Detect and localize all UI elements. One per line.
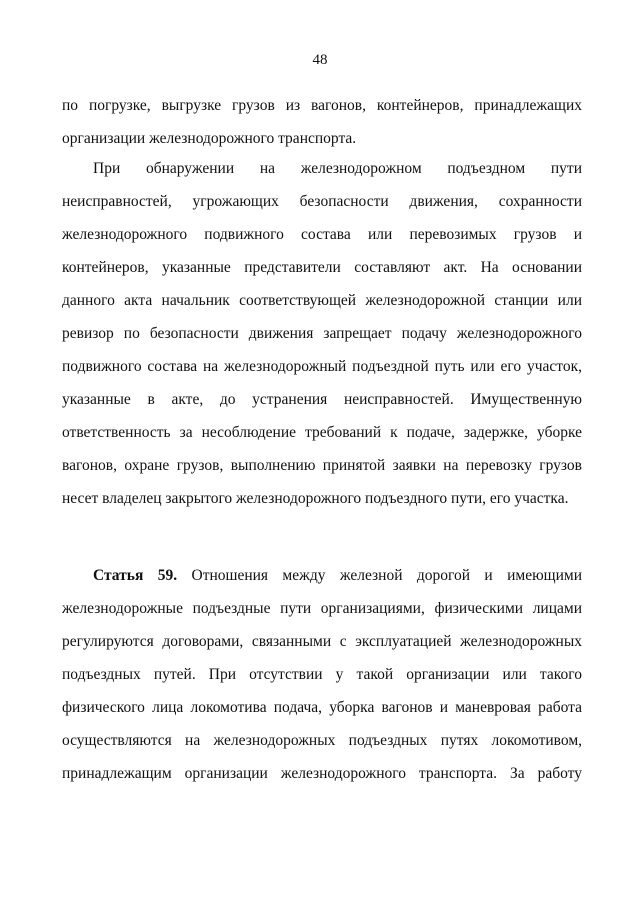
text-line: неисправностей, угрожающих безопасности движения, сохранности xyxy=(62,193,582,210)
article-first-line xyxy=(62,559,582,592)
text-line: вагонов, охране грузов, выполнению принятой заявки на перевозку грузов xyxy=(62,457,582,474)
article-59 xyxy=(62,559,582,790)
text-line: железнодорожного подвижного состава или перевозимых грузов и xyxy=(62,226,582,243)
text-line: данного акта начальник соответствующей железнодорожной станции или xyxy=(62,292,582,309)
text-line: железнодорожные подъездные пути организациями, физическими лицами xyxy=(62,600,582,617)
text-line: При обнаружении на железнодорожном подъездном пути xyxy=(93,160,582,177)
article-heading: Статья 59. xyxy=(93,567,178,584)
text-line: организации железнодорожного транспорта. xyxy=(62,130,357,147)
text-line: указанные в акте, до устранения неисправностей. Имущественную xyxy=(62,391,582,408)
page-number: 48 xyxy=(312,52,328,68)
article-first-line-text: Отношения между железной дорогой и имеющими xyxy=(191,567,582,584)
text-line: подвижного состава на железнодорожный подъездной путь или его участок, xyxy=(62,358,582,375)
paragraph-inspection-act xyxy=(62,152,582,515)
text-line: принадлежащим организации железнодорожного транспорта. За работу xyxy=(62,765,582,782)
text-line: контейнеров, указанные представители составляют акт. На основании xyxy=(62,259,582,276)
paragraph-continuation xyxy=(62,89,582,155)
text-line: несет владелец закрытого железнодорожного подъездного пути, его участка. xyxy=(62,490,569,507)
text-line: регулируются договорами, связанными с эксплуатацией железнодорожных xyxy=(62,633,582,650)
text-line: физического лица локомотива подача, уборка вагонов и маневровая работа xyxy=(62,699,582,716)
text-line: ревизор по безопасности движения запрещает подачу железнодорожного xyxy=(62,325,582,342)
text-line: осуществляются на железнодорожных подъездных путях локомотивом, xyxy=(62,732,582,749)
text-line: ответственность за несоблюдение требований к подаче, задержке, уборке xyxy=(62,424,582,441)
text-line: по погрузке, выгрузке грузов из вагонов, контейнеров, принадлежащих xyxy=(62,97,582,114)
text-line: подъездных путей. При отсутствии у такой организации или такого xyxy=(62,666,582,683)
